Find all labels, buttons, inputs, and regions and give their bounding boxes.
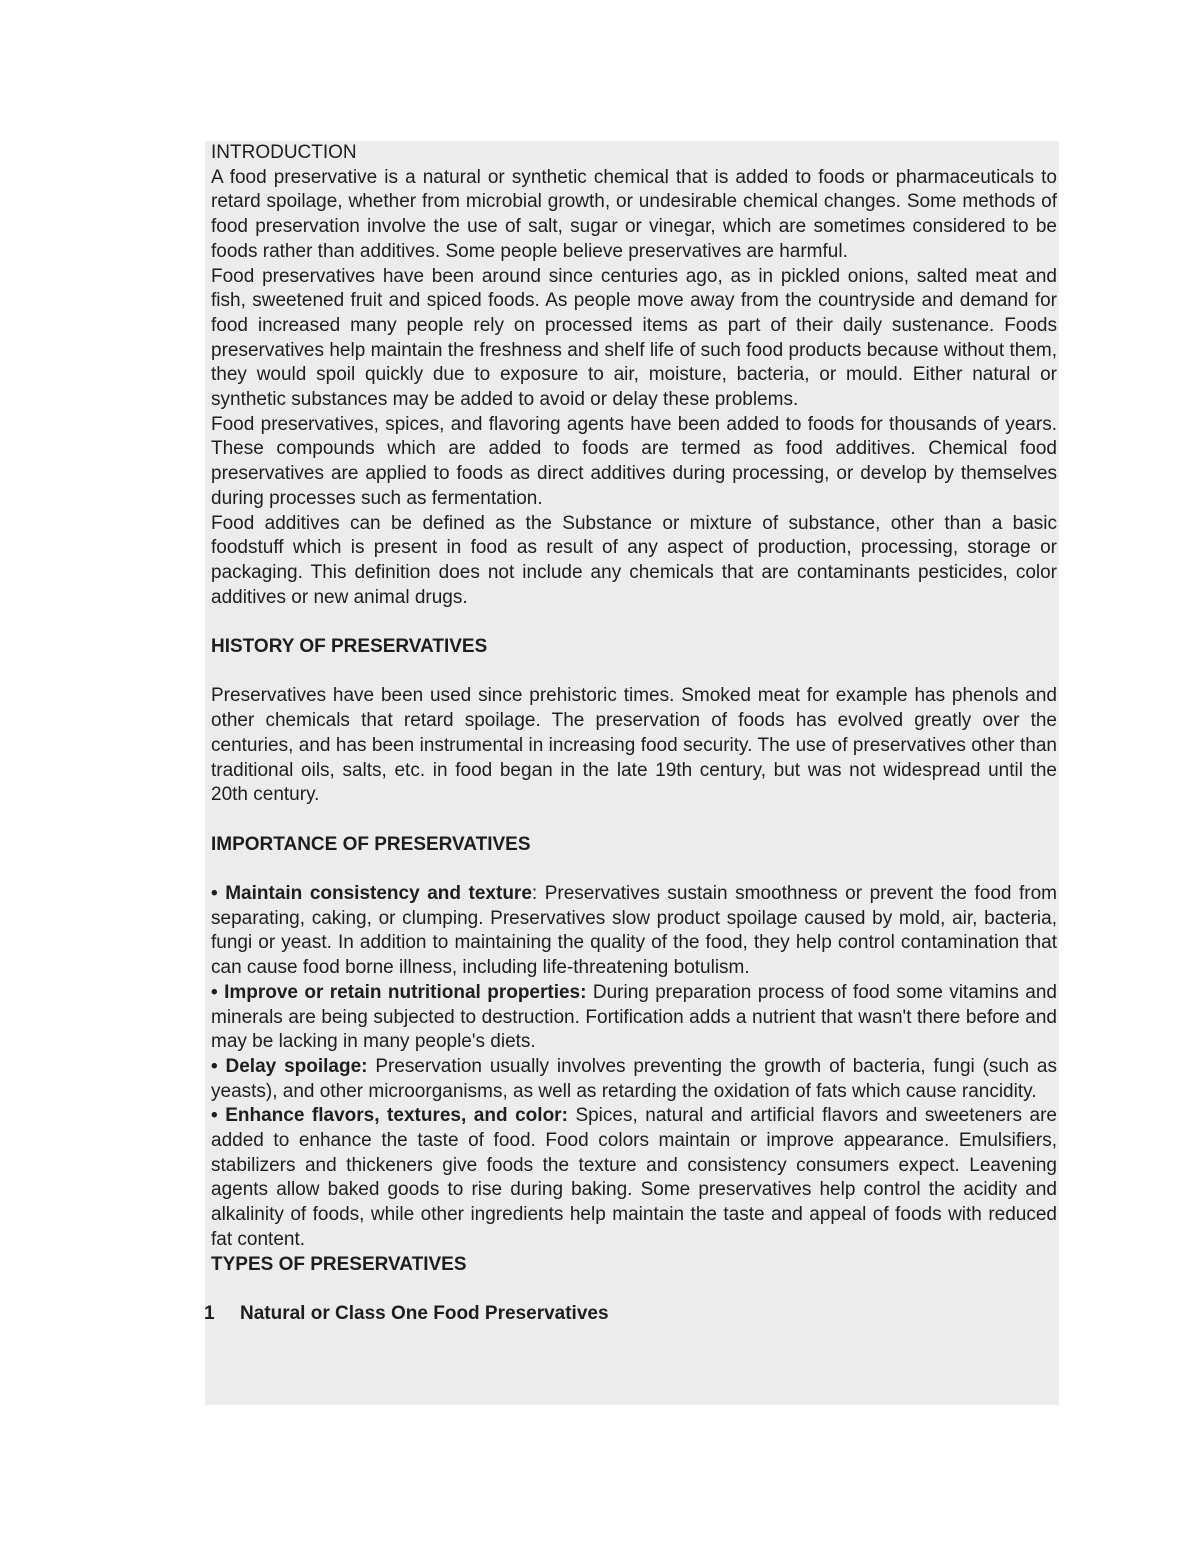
introduction-heading: INTRODUCTION bbox=[211, 142, 357, 163]
document-body bbox=[204, 141, 1058, 1327]
intro-paragraph-2: Food preservatives have been around since centuries ago, as in pickled onions, salted meat and fish, sweetened fruit and spiced foods. As people move away from the countryside and demand for food increased many people rely on processed items as part of their daily sustenance. Foods preservatives help maintain the freshness and shelf life of such food products because without them, they would spoil quickly due to exposure to air, moisture, bacteria, or mould. Either natural or synthetic substances may be added to avoid or delay these problems. bbox=[211, 265, 1057, 411]
bullet-item-spoilage bbox=[211, 1055, 1057, 1104]
bullet-item-consistency bbox=[211, 882, 1057, 981]
spacer bbox=[211, 808, 1057, 833]
importance-heading: IMPORTANCE OF PRESERVATIVES bbox=[211, 833, 531, 855]
bullet-item-nutrition bbox=[211, 981, 1057, 1055]
bullet-item-flavors bbox=[211, 1104, 1057, 1252]
bullet-text-spoilage: Preservation usually involves preventing the growth of bacteria, fungi (such as yeasts), and other microorganisms, as well as retarding the oxidation of fats which cause rancidity. bbox=[211, 1055, 1057, 1102]
bullet-label-spoilage: Delay spoilage: bbox=[225, 1055, 368, 1077]
bullet-text-nutrition: During preparation process of food some vitamins and minerals are being subjected to destruction. Fortification adds a nutrient that wasn't there before and may be lacking in many people's diets. bbox=[211, 981, 1057, 1053]
list-item-title: Natural or Class One Food Preservatives bbox=[240, 1302, 609, 1324]
spacer bbox=[211, 857, 1057, 882]
intro-paragraph-4: Food additives can be defined as the Substance or mixture of substance, other than a basic foodstuff which is present in food as result of any aspect of production, processing, storage or packaging. This definition does not include any chemicals that are contaminants pesticides, color additives or new animal drugs. bbox=[211, 512, 1057, 608]
spacer bbox=[211, 660, 1057, 685]
intro-paragraph-3: Food preservatives, spices, and flavoring agents have been added to foods for thousands of years. These compounds which are added to foods are termed as food additives. Chemical food preservatives are applied to foods as direct additives during processing, or develop by themselves during processes such as fermentation. bbox=[211, 413, 1057, 509]
list-number: 1 bbox=[204, 1302, 215, 1324]
types-list-item-1 bbox=[204, 1302, 1057, 1327]
bullet-marker: • bbox=[211, 883, 218, 905]
bullet-marker: • bbox=[211, 981, 218, 1003]
bullet-text-flavors: Spices, natural and artificial flavors and sweeteners are added to enhance the taste of food. Food colors maintain or improve appearance. Emulsifiers, stabilizers and thickeners give foods the texture and consistency consumers expect. Leavening agents allow baked goods to rise during baking. Some preservatives help control the acidity and alkalinity of foods, while other ingredients help maintain the taste and appeal of foods with reduced fat content. bbox=[211, 1105, 1058, 1250]
bullet-label-consistency: Maintain consistency and texture bbox=[225, 883, 532, 905]
spacer bbox=[211, 610, 1057, 635]
spacer bbox=[211, 1277, 1057, 1302]
bullet-label-flavors: Enhance flavors, textures, and color: bbox=[225, 1105, 568, 1127]
intro-paragraph-1: A food preservative is a natural or synthetic chemical that is added to foods or pharmaceuticals to retard spoilage, whether from microbial growth, or undesirable chemical changes. Some methods of food preservation involve the use of salt, sugar or vinegar, which are sometimes considered to be foods rather than additives. Some people believe preservatives are harmful. bbox=[211, 166, 1057, 262]
bullet-label-nutrition: Improve or retain nutritional properties: bbox=[224, 981, 587, 1003]
bullet-text-consistency: Preservatives sustain smoothness or prevent the food from separating, caking, or clumping. Preservatives slow product spoilage caused by mold, air, bacteria, fungi or yeast. In addition to maintaining the quality of the food, they help control contamination that can cause food borne illness, including life-threatening botulism. bbox=[211, 883, 1058, 979]
history-heading: HISTORY OF PRESERVATIVES bbox=[211, 636, 488, 658]
bullet-marker: • bbox=[211, 1055, 218, 1077]
bullet-marker: • bbox=[211, 1105, 218, 1127]
types-heading: TYPES OF PRESERVATIVES bbox=[211, 1253, 467, 1275]
history-paragraph: Preservatives have been used since prehistoric times. Smoked meat for example has phenols and other chemicals that retard spoilage. The preservation of foods has evolved greatly over the centuries, and has been instrumental in increasing food security. The use of preservatives other than traditional oils, salts, etc. in food began in the late 19th century, but was not widespread until the 20th century. bbox=[211, 685, 1057, 806]
bullet-separator: : bbox=[531, 883, 538, 905]
